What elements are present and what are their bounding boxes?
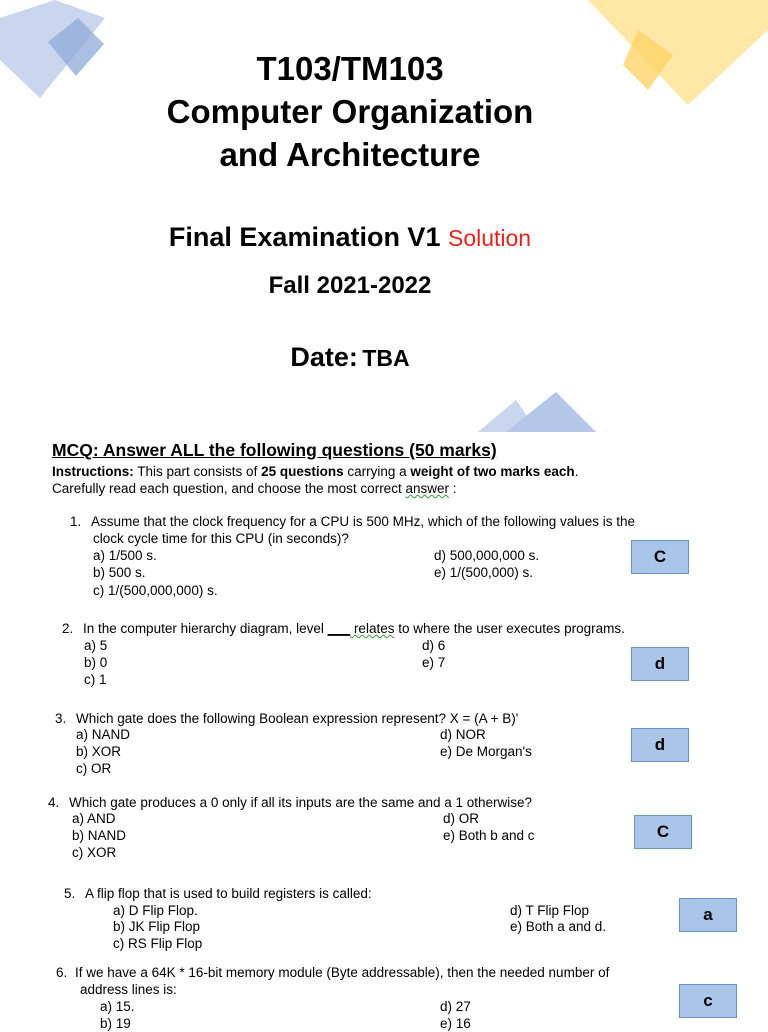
instr-text-2: carrying a <box>343 464 411 479</box>
q3-option-c: c) OR <box>76 761 112 776</box>
q6-text-line2: address lines is: <box>80 982 177 997</box>
instr-bold-2: weight of two marks each <box>410 464 575 479</box>
q4-num: 4. <box>48 795 60 810</box>
date-label: Date: <box>290 342 358 372</box>
q2-num: 2. <box>62 621 74 636</box>
q1-text-line2: clock cycle time for this CPU (in seconds)? <box>93 531 349 546</box>
q4-option-d: d) OR <box>443 811 480 826</box>
q4-option-c: c) XOR <box>72 845 117 860</box>
q5-option-d: d) T Flip Flop <box>510 903 590 918</box>
exam-title-line <box>0 222 700 253</box>
instr-text-1: This part consists of <box>133 464 262 479</box>
q3-text-line1: Which gate does the following Boolean expression represent? X = (A + B)' <box>76 711 519 726</box>
q1-num: 1. <box>70 514 82 529</box>
question-1 <box>70 513 710 530</box>
q1-option-a: a) 1/500 s. <box>93 548 157 563</box>
q5-option-a: a) D Flip Flop. <box>113 903 198 918</box>
q2-option-c: c) 1 <box>84 672 107 687</box>
q3-option-a: a) NAND <box>76 727 131 742</box>
q6-option-e: e) 16 <box>440 1016 471 1031</box>
q4-option-b: b) NAND <box>72 828 127 843</box>
q2-blank: ___ <box>327 621 351 636</box>
q5-answer-box: a <box>679 898 737 932</box>
exam-title: Final Examination V1 <box>168 222 441 252</box>
q5-option-c: c) RS Flip Flop <box>113 936 203 951</box>
mcq-heading: MCQ: Answer ALL the following questions (50 marks) <box>52 440 497 460</box>
q2-option-d: d) 6 <box>422 638 446 653</box>
q2-text-b: relates <box>350 621 395 636</box>
q4-option-e: e) Both b and c <box>443 828 535 843</box>
instr-bold-1: 25 questions <box>261 464 344 479</box>
q3-option-b: b) XOR <box>76 744 122 759</box>
q5-option-b: b) JK Flip Flop <box>113 919 201 934</box>
course-name-line1: Computer Organization <box>166 93 534 130</box>
q6-num: 6. <box>56 965 68 980</box>
q3-num: 3. <box>55 711 67 726</box>
q5-num: 5. <box>64 886 76 901</box>
solution-label: Solution <box>447 225 532 251</box>
q3-option-d: d) NOR <box>440 727 486 742</box>
q2-option-e: e) 7 <box>422 655 446 670</box>
q4-option-a: a) AND <box>72 811 116 826</box>
instr-line2-a: Carefully read each question, and choose the most correct <box>52 481 406 496</box>
instr-line2-b: answer <box>405 481 449 496</box>
q6-answer-box: c <box>679 984 737 1018</box>
q6-option-a: a) 15. <box>100 999 135 1014</box>
instructions-label: Instructions: <box>52 464 134 479</box>
instr-line2-c: : <box>448 481 457 496</box>
q1-answer-box: C <box>631 540 689 574</box>
q1-option-d: d) 500,000,000 s. <box>434 548 540 563</box>
question-3 <box>55 710 518 727</box>
q6-option-d: d) 27 <box>440 999 471 1014</box>
course-name-line2: and Architecture <box>219 136 481 173</box>
q6-text-line1: If we have a 64K * 16-bit memory module (Byte addressable), then the needed number of <box>75 965 610 980</box>
instr-text-3: . <box>574 464 579 479</box>
course-code: T103/TM103 <box>256 50 444 87</box>
q2-text-c: to where the user executes programs. <box>394 621 625 636</box>
q2-answer-box: d <box>631 647 689 681</box>
instructions-line1 <box>52 463 578 480</box>
q2-text-a: In the computer hierarchy diagram, level <box>83 621 328 636</box>
term: Fall 2021-2022 <box>268 272 432 299</box>
q2-option-a: a) 5 <box>84 638 108 653</box>
q5-option-e: e) Both a and d. <box>510 919 607 934</box>
question-4 <box>48 794 532 811</box>
q6-option-b: b) 19 <box>100 1016 131 1031</box>
q1-option-b: b) 500 s. <box>93 565 146 580</box>
decor-blue-triangle-mid <box>478 392 608 432</box>
instructions-line2 <box>52 480 457 497</box>
question-6 <box>56 964 609 981</box>
date-line <box>0 342 700 373</box>
q4-text-line1: Which gate produces a 0 only if all its inputs are the same and a 1 otherwise? <box>69 795 533 810</box>
question-5 <box>64 885 372 902</box>
question-2 <box>62 620 625 637</box>
q1-option-e: e) 1/(500,000) s. <box>434 565 534 580</box>
q5-text-line1: A flip flop that is used to build registers is called: <box>85 886 372 901</box>
q3-option-e: e) De Morgan's <box>440 744 532 759</box>
q4-answer-box: C <box>634 815 692 849</box>
q1-option-c: c) 1/(500,000,000) s. <box>93 583 218 598</box>
q2-option-b: b) 0 <box>84 655 108 670</box>
q1-text-line1: Assume that the clock frequency for a CPU is 500 MHz, which of the following values is the <box>91 514 636 529</box>
date-value: TBA <box>362 345 410 371</box>
q3-answer-box: d <box>631 728 689 762</box>
